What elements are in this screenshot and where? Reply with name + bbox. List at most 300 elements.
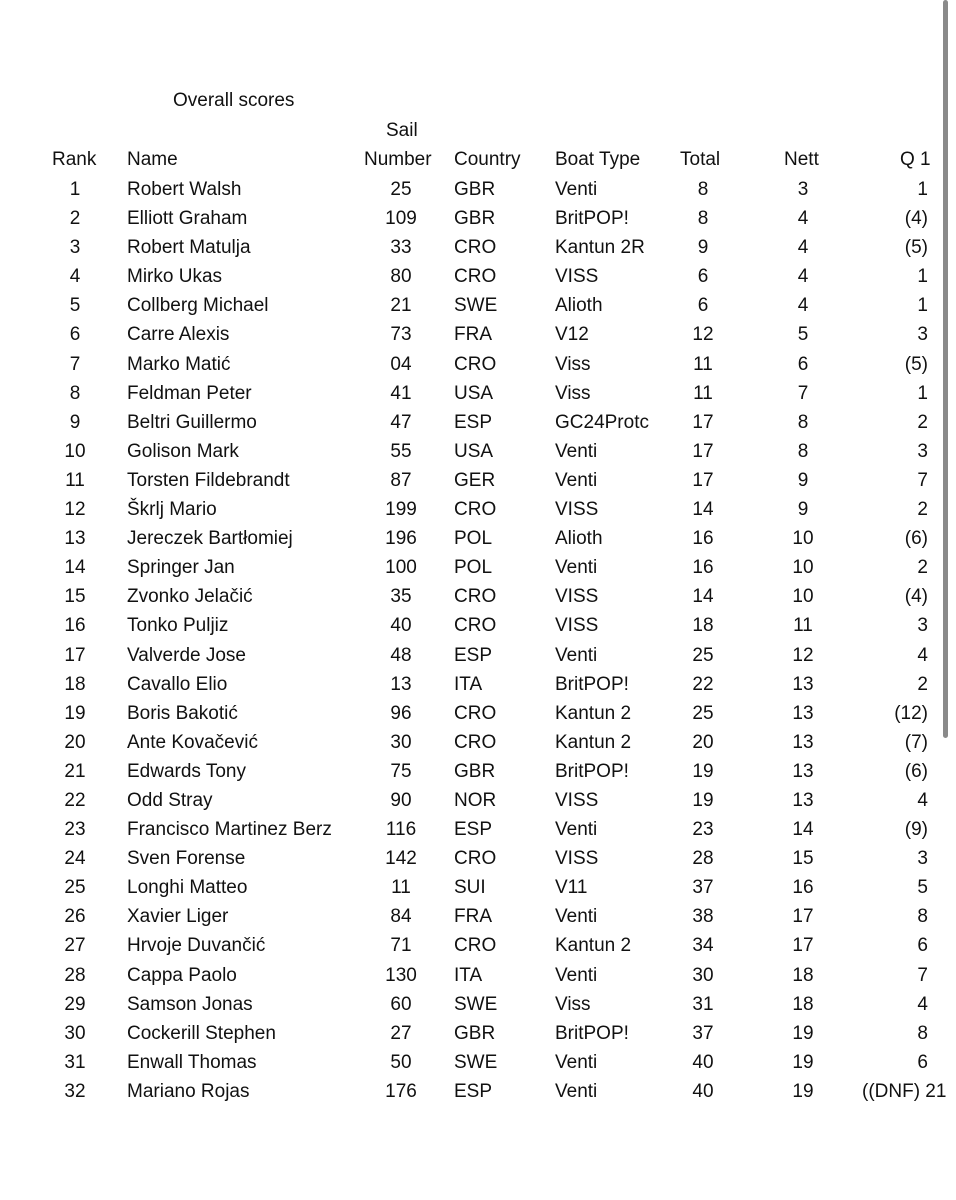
header-sail-number: Number: [364, 149, 432, 170]
name-cell: Beltri Guillermo: [127, 411, 257, 433]
q1-cell: (7): [904, 731, 928, 753]
nett-cell: 13: [792, 760, 814, 782]
table-row: [0, 321, 956, 350]
table-row: [0, 816, 956, 845]
name-cell: Hrvoje Duvančić: [127, 935, 266, 957]
sail-number-cell: 27: [390, 1022, 412, 1044]
total-cell: 40: [692, 1080, 714, 1102]
total-cell: 16: [692, 557, 714, 579]
total-cell: 12: [692, 324, 714, 346]
nett-cell: 18: [792, 964, 814, 986]
country-cell: NOR: [454, 789, 497, 811]
boat-type-cell: VISS: [555, 499, 599, 521]
rank-cell: 18: [64, 673, 86, 695]
table-row: [0, 903, 956, 932]
sail-number-cell: 196: [385, 528, 417, 550]
q1-cell: (6): [904, 528, 928, 550]
country-cell: CRO: [454, 266, 497, 288]
table-row: [0, 583, 956, 612]
header-total: Total: [680, 149, 721, 170]
name-cell: Xavier Liger: [127, 906, 229, 928]
total-cell: 37: [692, 877, 714, 899]
nett-cell: 13: [792, 731, 814, 753]
table-row: [0, 845, 956, 874]
total-cell: 19: [692, 760, 714, 782]
boat-type-cell: Kantun 2: [555, 702, 632, 724]
total-cell: 37: [692, 1022, 714, 1044]
rank-cell: 1: [69, 179, 81, 200]
name-cell: Golison Mark: [127, 440, 239, 462]
country-cell: USA: [454, 382, 494, 404]
country-cell: CRO: [454, 586, 497, 608]
sail-number-cell: 73: [390, 324, 412, 346]
table-row: [0, 176, 956, 205]
header-q1: Q 1: [900, 149, 931, 170]
rank-cell: 4: [69, 266, 81, 288]
name-cell: Tonko Puljiz: [127, 615, 229, 637]
header-name: Name: [127, 149, 178, 170]
q1-cell: (4): [904, 208, 928, 230]
boat-type-cell: Venti: [555, 179, 598, 200]
rank-cell: 32: [64, 1080, 86, 1102]
q1-cell: 6: [917, 935, 928, 957]
boat-type-cell: VISS: [555, 266, 599, 288]
name-cell: Sven Forense: [127, 848, 246, 870]
rank-cell: 22: [64, 789, 86, 811]
sail-number-cell: 109: [385, 208, 417, 230]
table-row: [0, 205, 956, 234]
boat-type-cell: Venti: [555, 644, 598, 666]
sail-number-cell: 142: [385, 848, 417, 870]
boat-type-cell: BritPOP!: [555, 1022, 629, 1044]
name-cell: Cockerill Stephen: [127, 1022, 276, 1044]
q1-cell: 1: [917, 295, 928, 317]
country-cell: CRO: [454, 935, 497, 957]
sail-number-cell: 60: [390, 993, 412, 1015]
nett-cell: 19: [792, 1022, 814, 1044]
sail-number-cell: 90: [390, 789, 412, 811]
rank-cell: 13: [64, 528, 86, 550]
total-cell: 16: [692, 528, 714, 550]
total-cell: 11: [693, 382, 713, 404]
table-row: [0, 467, 956, 496]
country-cell: CRO: [454, 731, 497, 753]
country-cell: CRO: [454, 848, 497, 870]
country-cell: CRO: [454, 615, 497, 637]
boat-type-cell: Alioth: [555, 295, 603, 317]
name-cell: Mirko Ukas: [127, 266, 223, 288]
header-boat-type: Boat Type: [555, 149, 641, 170]
boat-type-cell: Venti: [555, 1051, 598, 1073]
total-cell: 38: [692, 906, 714, 928]
q1-cell: 2: [917, 411, 928, 433]
country-cell: FRA: [454, 324, 492, 346]
country-cell: CRO: [454, 353, 497, 375]
vertical-scrollbar[interactable]: [943, 0, 948, 738]
boat-type-cell: BritPOP!: [555, 760, 629, 782]
nett-cell: 4: [797, 266, 809, 288]
rank-cell: 9: [69, 411, 81, 433]
name-cell: Longhi Matteo: [127, 877, 248, 899]
name-cell: Odd Stray: [127, 789, 213, 811]
table-row: [0, 438, 956, 467]
boat-type-cell: VISS: [555, 586, 599, 608]
q1-cell: 4: [917, 789, 928, 811]
rank-cell: 23: [64, 819, 86, 841]
q1-cell: 5: [917, 877, 928, 899]
boat-type-cell: Venti: [555, 964, 598, 986]
total-cell: 25: [692, 644, 714, 666]
sail-number-cell: 25: [390, 179, 412, 200]
rank-cell: 24: [64, 848, 86, 870]
boat-type-cell: Venti: [555, 469, 598, 491]
rank-cell: 20: [64, 731, 86, 753]
rank-cell: 3: [69, 237, 81, 259]
header-sail-top: Sail: [386, 120, 418, 141]
rank-cell: 14: [64, 557, 86, 579]
table-row: [0, 700, 956, 729]
nett-cell: 10: [792, 586, 814, 608]
nett-cell: 13: [792, 789, 814, 811]
boat-type-cell: VISS: [555, 789, 599, 811]
q1-cell: 2: [917, 673, 928, 695]
sail-number-cell: 100: [385, 557, 417, 579]
nett-cell: 10: [792, 528, 814, 550]
sail-number-cell: 21: [390, 295, 412, 317]
nett-cell: 19: [792, 1051, 814, 1073]
boat-type-cell: Alioth: [555, 528, 603, 550]
total-cell: 11: [693, 353, 713, 375]
q1-cell: (6): [904, 760, 928, 782]
country-cell: SWE: [454, 1051, 498, 1073]
table-row: [0, 1020, 956, 1049]
country-cell: GER: [454, 469, 496, 491]
name-cell: Carre Alexis: [127, 324, 230, 346]
name-cell: Jereczek Bartłomiej: [127, 528, 293, 550]
total-cell: 17: [692, 411, 714, 433]
country-cell: SWE: [454, 993, 498, 1015]
name-cell: Elliott Graham: [127, 208, 248, 230]
q1-cell: (5): [904, 353, 928, 375]
rank-cell: 25: [64, 877, 86, 899]
table-row: [0, 1049, 956, 1078]
sail-number-cell: 130: [385, 964, 417, 986]
rank-cell: 6: [69, 324, 81, 346]
page-title: Overall scores: [173, 90, 295, 111]
nett-cell: 14: [792, 819, 814, 841]
total-cell: 23: [692, 819, 714, 841]
table-row: [0, 962, 956, 991]
country-cell: POL: [454, 528, 493, 550]
sail-number-cell: 96: [390, 702, 412, 724]
sail-number-cell: 87: [390, 469, 412, 491]
table-row: [0, 380, 956, 409]
country-cell: ESP: [454, 1080, 493, 1102]
boat-type-cell: Venti: [555, 819, 598, 841]
q1-cell: (12): [894, 702, 928, 724]
table-row: [0, 525, 956, 554]
rank-cell: 27: [64, 935, 86, 957]
rank-cell: 5: [69, 295, 81, 317]
q1-cell: 3: [917, 615, 928, 637]
total-cell: 19: [692, 789, 714, 811]
boat-type-cell: Venti: [555, 906, 598, 928]
table-row: [0, 642, 956, 671]
name-cell: Valverde Jose: [127, 644, 246, 666]
rank-cell: 2: [69, 208, 81, 230]
rank-cell: 26: [64, 906, 86, 928]
name-cell: Enwall Thomas: [127, 1051, 257, 1073]
table-row: [0, 292, 956, 321]
boat-type-cell: Kantun 2: [555, 731, 632, 753]
country-cell: CRO: [454, 499, 497, 521]
country-cell: CRO: [454, 702, 497, 724]
country-cell: CRO: [454, 237, 497, 259]
nett-cell: 6: [797, 353, 809, 375]
table-row: [0, 496, 956, 525]
name-cell: Robert Walsh: [127, 179, 242, 200]
nett-cell: 3: [797, 179, 809, 200]
country-cell: POL: [454, 557, 493, 579]
table-row: [0, 787, 956, 816]
boat-type-cell: VISS: [555, 848, 599, 870]
country-cell: GBR: [454, 208, 496, 230]
nett-cell: 8: [797, 411, 809, 433]
nett-cell: 9: [797, 469, 809, 491]
table-row: [0, 409, 956, 438]
name-cell: Cavallo Elio: [127, 673, 228, 695]
total-cell: 40: [692, 1051, 714, 1073]
q1-cell: 4: [917, 644, 928, 666]
total-cell: 6: [697, 266, 709, 288]
sail-number-cell: 35: [390, 586, 412, 608]
nett-cell: 17: [792, 906, 814, 928]
rank-cell: 29: [64, 993, 86, 1015]
boat-type-cell: Venti: [555, 557, 598, 579]
sail-number-cell: 55: [390, 440, 412, 462]
rank-cell: 30: [64, 1022, 86, 1044]
rank-cell: 8: [69, 382, 81, 404]
boat-type-cell: Kantun 2: [555, 935, 632, 957]
rank-cell: 31: [64, 1051, 86, 1073]
sail-number-cell: 71: [390, 935, 412, 957]
name-cell: Boris Bakotić: [127, 702, 238, 724]
name-cell: Ante Kovačević: [127, 731, 258, 753]
table-row: [0, 874, 956, 903]
sail-number-cell: 50: [390, 1051, 412, 1073]
total-cell: 30: [692, 964, 714, 986]
country-cell: GBR: [454, 179, 496, 200]
total-cell: 6: [697, 295, 709, 317]
name-cell: Springer Jan: [127, 557, 235, 579]
country-cell: ITA: [454, 964, 483, 986]
total-cell: 9: [697, 237, 709, 259]
q1-cell: 1: [917, 382, 928, 404]
q1-cell: 8: [917, 1022, 928, 1044]
sail-number-cell: 33: [390, 237, 412, 259]
total-cell: 8: [697, 179, 709, 200]
country-cell: FRA: [454, 906, 492, 928]
nett-cell: 16: [792, 877, 814, 899]
rank-cell: 15: [64, 586, 86, 608]
nett-cell: 8: [797, 440, 809, 462]
boat-type-cell: VISS: [555, 615, 599, 637]
total-cell: 34: [692, 935, 714, 957]
country-cell: ESP: [454, 411, 493, 433]
q1-cell: (5): [904, 237, 928, 259]
rank-cell: 10: [64, 440, 86, 462]
country-cell: GBR: [454, 1022, 496, 1044]
sail-number-cell: 176: [385, 1080, 417, 1102]
total-cell: 28: [692, 848, 714, 870]
q1-cell: (4): [904, 586, 928, 608]
boat-type-cell: Viss: [555, 353, 591, 375]
table-row: [0, 671, 956, 700]
name-cell: Cappa Paolo: [127, 964, 237, 986]
country-cell: SWE: [454, 295, 498, 317]
sail-number-cell: 13: [390, 673, 412, 695]
total-cell: 31: [692, 993, 714, 1015]
q1-cell: 6: [917, 1051, 928, 1073]
nett-cell: 10: [792, 557, 814, 579]
sail-number-cell: 48: [390, 644, 412, 666]
header-country: Country: [454, 149, 521, 170]
nett-cell: 18: [792, 993, 814, 1015]
table-row: [0, 932, 956, 961]
rank-cell: 19: [64, 702, 86, 724]
boat-type-cell: BritPOP!: [555, 208, 629, 230]
nett-cell: 4: [797, 295, 809, 317]
table-row: [0, 758, 956, 787]
boat-type-cell: Viss: [555, 382, 591, 404]
q1-cell: 1: [917, 179, 928, 200]
country-cell: ESP: [454, 819, 493, 841]
table-row: [0, 263, 956, 292]
nett-cell: 12: [792, 644, 814, 666]
name-cell: Collberg Michael: [127, 295, 269, 317]
header-nett: Nett: [784, 149, 819, 170]
name-cell: Marko Matić: [127, 353, 231, 375]
nett-cell: 17: [792, 935, 814, 957]
q1-cell: 2: [917, 557, 928, 579]
sail-number-cell: 116: [385, 819, 417, 841]
sail-number-cell: 04: [390, 353, 412, 375]
scores-table: [0, 176, 956, 1107]
total-cell: 14: [692, 499, 714, 521]
nett-cell: 7: [797, 382, 809, 404]
name-cell: Feldman Peter: [127, 382, 252, 404]
name-cell: Škrlj Mario: [127, 499, 217, 521]
nett-cell: 4: [797, 237, 809, 259]
rank-cell: 11: [65, 469, 85, 491]
country-cell: ESP: [454, 644, 493, 666]
q1-cell: 2: [917, 499, 928, 521]
table-row: [0, 991, 956, 1020]
q1-cell: 1: [917, 266, 928, 288]
total-cell: 17: [692, 469, 714, 491]
rank-cell: 7: [69, 353, 81, 375]
country-cell: USA: [454, 440, 494, 462]
table-row: [0, 612, 956, 641]
nett-cell: 9: [797, 499, 809, 521]
table-row: [0, 351, 956, 380]
sail-number-cell: 41: [390, 382, 412, 404]
country-cell: SUI: [454, 877, 486, 899]
q1-cell: ((DNF) 21: [862, 1080, 947, 1102]
boat-type-cell: V11: [555, 877, 588, 899]
total-cell: 20: [692, 731, 714, 753]
total-cell: 8: [697, 208, 709, 230]
q1-cell: 3: [917, 324, 928, 346]
sail-number-cell: 47: [390, 411, 412, 433]
boat-type-cell: GC24Protc: [555, 411, 649, 433]
sail-number-cell: 40: [390, 615, 412, 637]
name-cell: Torsten Fildebrandt: [127, 469, 290, 491]
name-cell: Zvonko Jelačić: [127, 586, 253, 608]
name-cell: Robert Matulja: [127, 237, 251, 259]
q1-cell: 8: [917, 906, 928, 928]
table-row: [0, 554, 956, 583]
sail-number-cell: 199: [385, 499, 417, 521]
name-cell: Mariano Rojas: [127, 1080, 250, 1102]
nett-cell: 5: [797, 324, 809, 346]
nett-cell: 13: [792, 702, 814, 724]
country-cell: ITA: [454, 673, 483, 695]
total-cell: 25: [692, 702, 714, 724]
q1-cell: 4: [917, 993, 928, 1015]
country-cell: GBR: [454, 760, 496, 782]
sail-number-cell: 75: [390, 760, 412, 782]
boat-type-cell: Viss: [555, 993, 591, 1015]
sail-number-cell: 80: [390, 266, 412, 288]
total-cell: 17: [692, 440, 714, 462]
q1-cell: 3: [917, 848, 928, 870]
boat-type-cell: BritPOP!: [555, 673, 629, 695]
rank-cell: 28: [64, 964, 86, 986]
boat-type-cell: Kantun 2R: [555, 237, 645, 259]
name-cell: Samson Jonas: [127, 993, 253, 1015]
q1-cell: 3: [917, 440, 928, 462]
nett-cell: 13: [792, 673, 814, 695]
boat-type-cell: V12: [555, 324, 589, 346]
rank-cell: 16: [64, 615, 86, 637]
name-cell: Edwards Tony: [127, 760, 246, 782]
total-cell: 18: [692, 615, 714, 637]
nett-cell: 19: [792, 1080, 814, 1102]
boat-type-cell: Venti: [555, 440, 598, 462]
table-row: [0, 234, 956, 263]
q1-cell: 7: [917, 964, 928, 986]
nett-cell: 11: [793, 615, 813, 637]
q1-cell: (9): [904, 819, 928, 841]
boat-type-cell: Venti: [555, 1080, 598, 1102]
rank-cell: 17: [64, 644, 86, 666]
sail-number-cell: 11: [391, 877, 411, 899]
nett-cell: 4: [797, 208, 809, 230]
total-cell: 14: [692, 586, 714, 608]
table-row: [0, 729, 956, 758]
rank-cell: 12: [64, 499, 86, 521]
sail-number-cell: 84: [390, 906, 412, 928]
name-cell: Francisco Martinez Berz: [127, 819, 332, 841]
table-row: [0, 1078, 956, 1107]
rank-cell: 21: [64, 760, 86, 782]
total-cell: 22: [692, 673, 714, 695]
nett-cell: 15: [792, 848, 814, 870]
sail-number-cell: 30: [390, 731, 412, 753]
q1-cell: 7: [917, 469, 928, 491]
header-rank: Rank: [52, 149, 97, 170]
